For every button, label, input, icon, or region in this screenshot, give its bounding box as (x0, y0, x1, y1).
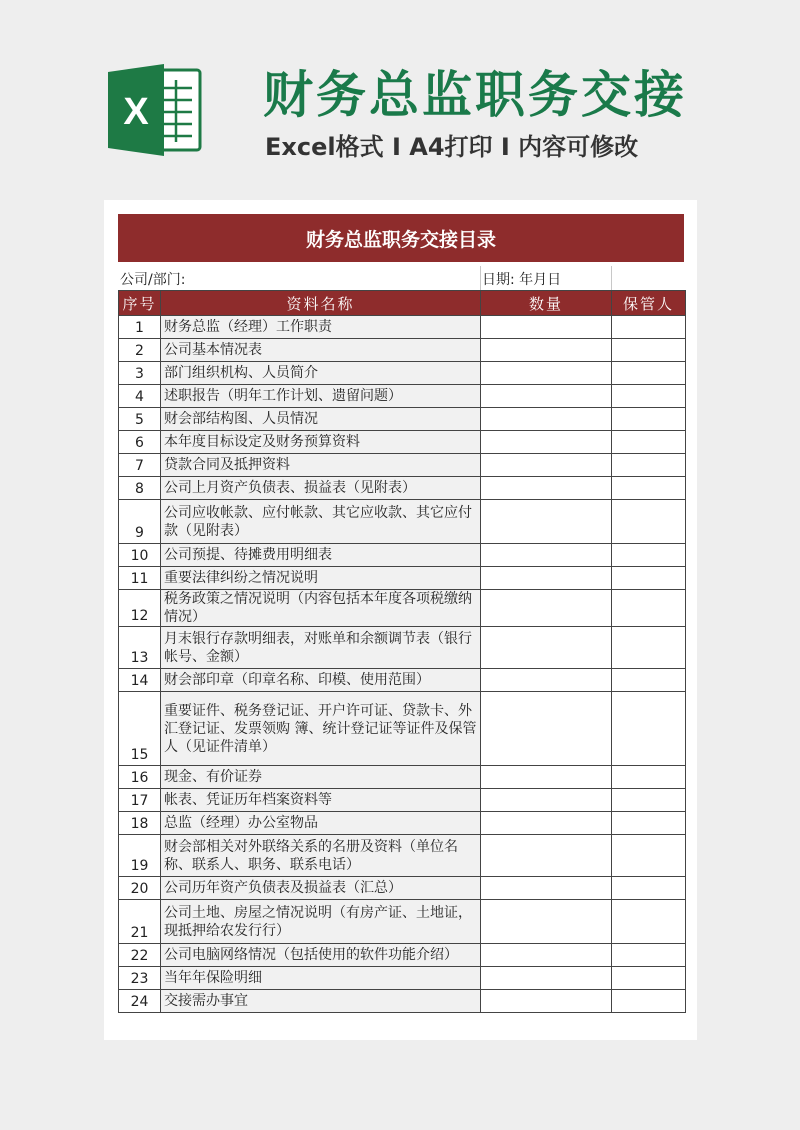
row-item-name: 当年年保险明细 (161, 967, 481, 990)
row-keeper-cell[interactable] (612, 431, 686, 454)
row-number: 6 (119, 431, 161, 454)
row-keeper-cell[interactable] (612, 477, 686, 500)
row-item-name: 公司上月资产负债表、损益表（见附表） (161, 477, 481, 500)
row-keeper-cell[interactable] (612, 339, 686, 362)
row-item-name: 总监（经理）办公室物品 (161, 812, 481, 835)
row-keeper-cell[interactable] (612, 669, 686, 692)
row-qty-cell[interactable] (481, 500, 612, 544)
table-row (119, 835, 686, 877)
row-qty-cell[interactable] (481, 339, 612, 362)
row-item-name: 重要证件、税务登记证、开户许可证、贷款卡、外汇登记证、发票领购 簿、统计登记证等证件及保管人（见证件清单） (161, 692, 481, 766)
table-row (119, 812, 686, 835)
row-item-name: 公司预提、待摊费用明细表 (161, 544, 481, 567)
row-number: 13 (119, 627, 161, 669)
row-keeper-cell[interactable] (612, 544, 686, 567)
cell-divider (480, 266, 481, 290)
sheet-title: 财务总监职务交接目录 (118, 214, 684, 262)
row-item-name: 述职报告（明年工作计划、遗留问题） (161, 385, 481, 408)
row-qty-cell[interactable] (481, 669, 612, 692)
row-qty-cell[interactable] (481, 944, 612, 967)
row-qty-cell[interactable] (481, 789, 612, 812)
row-qty-cell[interactable] (481, 835, 612, 877)
row-number: 15 (119, 692, 161, 766)
row-keeper-cell[interactable] (612, 454, 686, 477)
row-keeper-cell[interactable] (612, 877, 686, 900)
table-row (119, 692, 686, 766)
row-number: 2 (119, 339, 161, 362)
table-row (119, 431, 686, 454)
page-subtitle: Excel格式 I A4打印 I 内容可修改 (265, 133, 639, 161)
table-row (119, 669, 686, 692)
row-item-name: 公司电脑网络情况（包括使用的软件功能介绍） (161, 944, 481, 967)
page-title: 财务总监职务交接 (263, 66, 687, 124)
logo-letter: X (123, 91, 149, 133)
row-number: 16 (119, 766, 161, 789)
row-qty-cell[interactable] (481, 967, 612, 990)
row-number: 24 (119, 990, 161, 1013)
row-number: 9 (119, 500, 161, 544)
row-keeper-cell[interactable] (612, 590, 686, 627)
row-qty-cell[interactable] (481, 454, 612, 477)
row-keeper-cell[interactable] (612, 766, 686, 789)
row-item-name: 公司历年资产负债表及损益表（汇总） (161, 877, 481, 900)
row-item-name: 财会部印章（印章名称、印模、使用范围） (161, 669, 481, 692)
row-keeper-cell[interactable] (612, 385, 686, 408)
table-row (119, 454, 686, 477)
row-keeper-cell[interactable] (612, 789, 686, 812)
row-number: 18 (119, 812, 161, 835)
row-item-name: 部门组织机构、人员简介 (161, 362, 481, 385)
row-keeper-cell[interactable] (612, 627, 686, 669)
table-row (119, 627, 686, 669)
row-item-name: 贷款合同及抵押资料 (161, 454, 481, 477)
row-keeper-cell[interactable] (612, 692, 686, 766)
table-row (119, 544, 686, 567)
row-number: 14 (119, 669, 161, 692)
handover-table (118, 290, 686, 1013)
row-keeper-cell[interactable] (612, 316, 686, 339)
info-row (118, 266, 684, 290)
row-qty-cell[interactable] (481, 692, 612, 766)
column-header-index: 序号 (119, 291, 161, 316)
row-number: 3 (119, 362, 161, 385)
row-number: 5 (119, 408, 161, 431)
row-item-name: 财会部结构图、人员情况 (161, 408, 481, 431)
row-qty-cell[interactable] (481, 812, 612, 835)
row-item-name: 公司土地、房屋之情况说明（有房产证、土地证，现抵押给农发行行） (161, 900, 481, 944)
row-item-name: 本年度目标设定及财务预算资料 (161, 431, 481, 454)
row-qty-cell[interactable] (481, 477, 612, 500)
row-keeper-cell[interactable] (612, 362, 686, 385)
row-number: 21 (119, 900, 161, 944)
row-qty-cell[interactable] (481, 567, 612, 590)
row-number: 22 (119, 944, 161, 967)
row-keeper-cell[interactable] (612, 408, 686, 431)
row-keeper-cell[interactable] (612, 835, 686, 877)
table-row (119, 766, 686, 789)
row-qty-cell[interactable] (481, 900, 612, 944)
row-number: 20 (119, 877, 161, 900)
table-row (119, 477, 686, 500)
excel-icon (104, 60, 204, 160)
row-item-name: 财会部相关对外联络关系的名册及资料（单位名称、联系人、职务、联系电话） (161, 835, 481, 877)
row-number: 10 (119, 544, 161, 567)
row-keeper-cell[interactable] (612, 567, 686, 590)
table-row (119, 590, 686, 627)
row-item-name: 税务政策之情况说明（内容包括本年度各项税缴纳情况） (161, 590, 481, 627)
row-item-name: 财务总监（经理）工作职责 (161, 316, 481, 339)
table-row (119, 339, 686, 362)
row-number: 19 (119, 835, 161, 877)
row-number: 23 (119, 967, 161, 990)
row-number: 1 (119, 316, 161, 339)
table-row (119, 900, 686, 944)
row-item-name: 帐表、凭证历年档案资料等 (161, 789, 481, 812)
date-label: 日期: 年月日 (482, 272, 562, 288)
table-row (119, 408, 686, 431)
table-row (119, 500, 686, 544)
row-qty-cell[interactable] (481, 362, 612, 385)
table-row (119, 316, 686, 339)
row-number: 17 (119, 789, 161, 812)
row-qty-cell[interactable] (481, 766, 612, 789)
column-header-name: 资料名称 (161, 291, 481, 316)
row-keeper-cell[interactable] (612, 990, 686, 1013)
table-row (119, 385, 686, 408)
row-keeper-cell[interactable] (612, 500, 686, 544)
table-row (119, 362, 686, 385)
row-qty-cell[interactable] (481, 431, 612, 454)
column-header-qty: 数量 (481, 291, 612, 316)
table-row (119, 567, 686, 590)
column-header-keeper: 保管人 (612, 291, 686, 316)
cell-divider (611, 266, 612, 290)
row-qty-cell[interactable] (481, 385, 612, 408)
row-qty-cell[interactable] (481, 316, 612, 339)
row-keeper-cell[interactable] (612, 967, 686, 990)
row-qty-cell[interactable] (481, 590, 612, 627)
row-item-name: 交接需办事宜 (161, 990, 481, 1013)
spreadsheet-sheet (104, 200, 697, 1040)
company-label: 公司/部门: (120, 272, 186, 288)
table-row (119, 967, 686, 990)
row-number: 11 (119, 567, 161, 590)
table-row (119, 789, 686, 812)
row-keeper-cell[interactable] (612, 944, 686, 967)
row-number: 4 (119, 385, 161, 408)
row-qty-cell[interactable] (481, 408, 612, 431)
row-keeper-cell[interactable] (612, 812, 686, 835)
page-header (0, 0, 800, 200)
row-qty-cell[interactable] (481, 877, 612, 900)
table-row (119, 877, 686, 900)
row-item-name: 公司基本情况表 (161, 339, 481, 362)
table-row (119, 944, 686, 967)
row-qty-cell[interactable] (481, 990, 612, 1013)
row-number: 7 (119, 454, 161, 477)
row-item-name: 现金、有价证券 (161, 766, 481, 789)
row-item-name: 公司应收帐款、应付帐款、其它应收款、其它应付款（见附表） (161, 500, 481, 544)
table-row (119, 990, 686, 1013)
row-qty-cell[interactable] (481, 627, 612, 669)
row-number: 12 (119, 590, 161, 627)
row-number: 8 (119, 477, 161, 500)
row-item-name: 重要法律纠纷之情况说明 (161, 567, 481, 590)
row-qty-cell[interactable] (481, 544, 612, 567)
row-keeper-cell[interactable] (612, 900, 686, 944)
row-item-name: 月末银行存款明细表，对账单和余额调节表（银行帐号、金额） (161, 627, 481, 669)
table-header-row (119, 291, 686, 316)
